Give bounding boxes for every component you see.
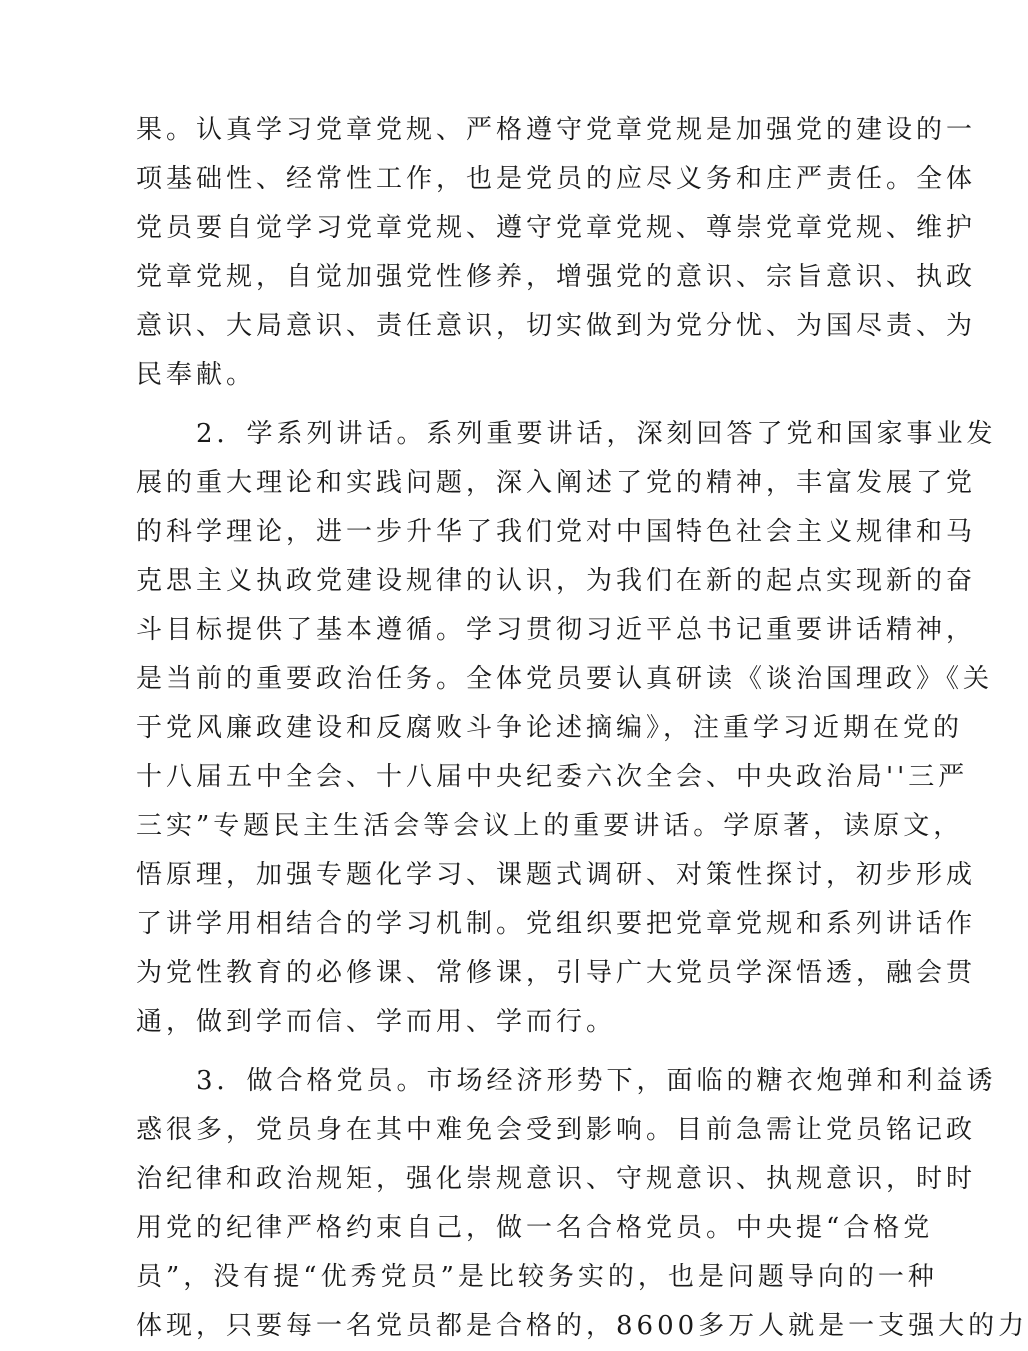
text-line: 治纪律和政治规矩，强化崇规意识、守规意识、执规意识，时时	[136, 1164, 977, 1194]
text-line: 斗目标提供了基本遵循。学习贯彻习近平总书记重要讲话精神，	[136, 615, 977, 645]
paragraph-spacer	[136, 1047, 788, 1057]
text-line: 为党性教育的必修课、常修课，引导广大党员学深悟透，融会贯	[136, 958, 977, 988]
text-line: 员”，没有提“优秀党员”是比较务实的，也是问题导向的一种	[136, 1262, 938, 1292]
text-line: 党章党规，自觉加强党性修养，增强党的意识、宗旨意识、执政	[136, 262, 977, 292]
text-line: 于党风廉政建设和反腐败斗争论述摘编》，注重学习近期在党的	[136, 713, 964, 743]
text-line: 惑很多，党员身在其中难免会受到影响。目前急需让党员铭记政	[136, 1115, 977, 1145]
text-line: 3．做合格党员。市场经济形势下，面临的糖衣炮弹和利益诱	[136, 1066, 997, 1096]
text-line: 的科学理论，进一步升华了我们党对中国特色社会主义规律和马	[136, 517, 977, 547]
text-line: 了讲学用相结合的学习机制。党组织要把党章党规和系列讲话作	[136, 909, 977, 939]
text-line: 悟原理，加强专题化学习、课题式调研、对策性探讨，初步形成	[136, 860, 977, 890]
text-line: 通，做到学而信、学而用、学而行。	[136, 1007, 617, 1037]
text-line: 党员要自觉学习党章党规、遵守党章党规、尊崇党章党规、维护	[136, 213, 977, 243]
text-line: 克思主义执政党建设规律的认识，为我们在新的起点实现新的奋	[136, 566, 977, 596]
text-line: 项基础性、经常性工作，也是党员的应尽义务和庄严责任。全体	[136, 164, 977, 194]
body-text	[136, 106, 1028, 1351]
text-line: 果。认真学习党章党规、严格遵守党章党规是加强党的建设的一	[136, 115, 977, 145]
paragraph-3	[136, 1057, 1028, 1351]
paragraph-2	[136, 410, 997, 1047]
text-line: 2．学系列讲话。系列重要讲话，深刻回答了党和国家事业发	[136, 419, 997, 449]
text-line: 意识、大局意识、责任意识，切实做到为党分忧、为国尽责、为	[136, 311, 977, 341]
text-line: 展的重大理论和实践问题，深入阐述了党的精神，丰富发展了党	[136, 468, 977, 498]
text-line: 用党的纪律严格约束自己，做一名合格党员。中央提“合格党	[136, 1213, 934, 1243]
text-line: 十八届五中全会、十八届中央纪委六次全会、中央政治局''三严	[136, 762, 969, 792]
text-line: 民奉献。	[136, 360, 257, 390]
paragraph-spacer	[136, 400, 788, 410]
text-line: 三实”专题民主生活会等会议上的重要讲话。学原著，读原文，	[136, 811, 964, 841]
text-line: 体现，只要每一名党员都是合格的，8600多万人就是一支强大的力	[136, 1311, 1028, 1341]
text-line: 是当前的重要政治任务。全体党员要认真研读《谈治国理政》《关	[136, 664, 994, 694]
paragraph-1	[136, 106, 977, 400]
